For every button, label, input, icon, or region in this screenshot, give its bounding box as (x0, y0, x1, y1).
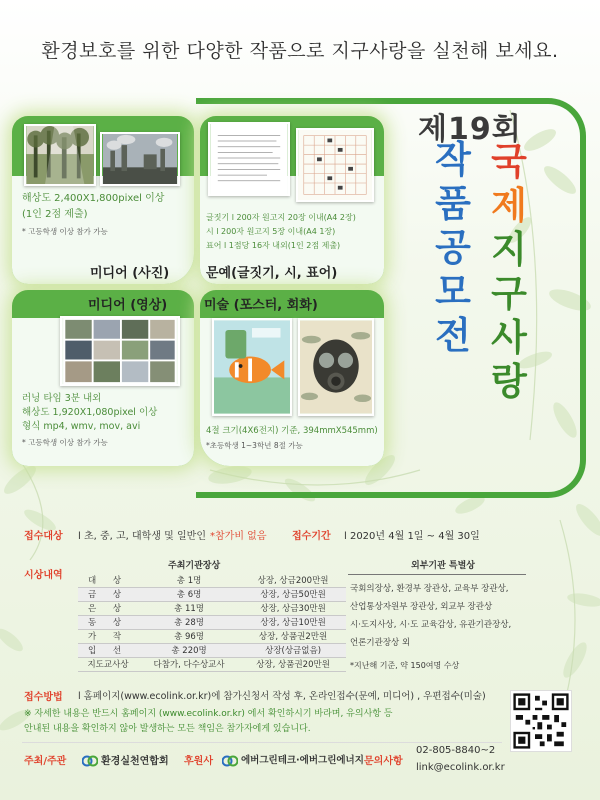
award-count: 총 11명 (138, 601, 240, 615)
title-char: 국 (491, 140, 527, 183)
gasmask-painting (298, 318, 374, 416)
award-name: 은 상 (78, 601, 138, 615)
edition-title: 제19회 (418, 112, 522, 147)
table-row (78, 615, 346, 629)
award-prize: 상장, 상금200만원 (240, 573, 346, 587)
host-name: 환경실천연합회 (101, 756, 169, 767)
title-char: 전 (435, 314, 471, 357)
table-row (78, 587, 346, 601)
video-resolution: 해상도 1,920X1,080pixel 이상 (22, 407, 158, 418)
award-name: 동 상 (78, 615, 138, 629)
essay-sheet (208, 122, 290, 196)
method-text: l 홈페이지(www.ecolink.or.kr)에 참가신청서 작성 후, 온라인접수(문예, 미디어) , 우편접수(미술) (78, 691, 486, 702)
notice-line: 안내된 내용을 확인하지 않아 발생하는 모든 책임은 참가자에게 있습니다. (24, 724, 311, 734)
contact-email[interactable]: link@ecolink.or.kr (416, 762, 505, 773)
card-video-label: 미디어 (영상) (88, 298, 168, 313)
awards-label: 시상내역 (24, 570, 63, 581)
title-char: 모 (435, 270, 471, 313)
sponsor-logo-icon (222, 755, 238, 767)
eligibility-text: l 초, 중, 고, 대학생 및 일반인 (78, 531, 206, 542)
award-prize: 상장, 상금50만원 (240, 587, 346, 601)
poem-rule: 시 l 200자 원고지 5장 이내(A4 1장) (206, 227, 336, 236)
table-row (78, 573, 346, 587)
table-row (78, 643, 346, 657)
sponsor-org (222, 752, 364, 767)
card-art-label: 미술 (포스터, 회화) (204, 298, 318, 313)
award-name: 대 상 (78, 573, 138, 587)
photo-note: * 고등학생 이상 참가 가능 (22, 227, 108, 236)
award-count: 총 28명 (138, 615, 240, 629)
awards-table (78, 573, 346, 672)
table-row (78, 657, 346, 671)
host-label: 주최/주관 (24, 756, 67, 767)
notice-line: ※ 자세한 내용은 반드시 홈페이지 (www.ecolink.or.kr) 에서 확인하시기 바라며, 유의사항 등 (24, 709, 393, 719)
headline: 환경보호를 위한 다양한 작품으로 지구사랑을 실천해 보세요. (41, 40, 559, 62)
award-prize: 상장, 상품권20만원 (240, 657, 346, 671)
host-logo-icon (82, 755, 98, 767)
award-prize: 상장, 상금30만원 (240, 601, 346, 615)
title-char: 작 (435, 138, 471, 181)
title-char: 지 (491, 228, 527, 271)
table-row (78, 601, 346, 615)
award-count: 다참가, 다수상교사 (138, 657, 240, 671)
video-note: * 고등학생 이상 참가 가능 (22, 438, 108, 447)
award-name: 금 상 (78, 587, 138, 601)
free-entry-note: *참가비 없음 (210, 531, 267, 542)
video-thumbnails (60, 316, 180, 386)
video-runtime: 러닝 타임 3분 내외 (22, 393, 102, 404)
table-row (78, 629, 346, 643)
card-literature-label: 문예(글짓기, 시, 표어) (206, 266, 338, 281)
award-name: 가 작 (78, 629, 138, 643)
award-count: 총 96명 (138, 629, 240, 643)
award-count: 총 1명 (138, 573, 240, 587)
forest-photo (24, 124, 96, 186)
title-column-right (486, 140, 532, 404)
title-char: 품 (435, 182, 471, 225)
photo-count: (1인 2점 제출) (22, 209, 88, 220)
title-char: 구 (491, 272, 527, 315)
qr-code[interactable] (510, 690, 572, 752)
essay-rule: 글짓기 l 200자 원고지 20장 이내(A4 2장) (206, 213, 356, 222)
external-award-line: 국회의장상, 환경부 장관상, 교육부 장관상, (350, 584, 509, 594)
award-name: 지도교사상 (78, 657, 138, 671)
slogan-rule: 표어 l 1점당 16자 내외(1인 2점 제출) (206, 241, 341, 250)
title-column-left (430, 138, 476, 358)
award-count: 총 6명 (138, 587, 240, 601)
award-prize: 상장(상금없음) (240, 643, 346, 657)
award-count: 총 220명 (138, 643, 240, 657)
award-prize: 상장, 상금10만원 (240, 615, 346, 629)
award-name: 입 선 (78, 643, 138, 657)
sponsor-label: 후원사 (184, 756, 213, 767)
manuscript-sheet (296, 128, 374, 202)
fish-poster (212, 318, 292, 416)
contact-phone: 02-805-8840~2 (416, 745, 496, 756)
external-award-line: 언론기관장상 외 (350, 638, 411, 648)
internal-awards-header: 주최기관장상 (168, 561, 221, 571)
title-char: 공 (435, 226, 471, 269)
external-awards-header: 외부기관 특별상 (411, 561, 475, 571)
external-award-note: *지난해 기준, 약 150여명 수상 (350, 661, 460, 670)
host-org (82, 752, 169, 767)
eligibility-label: 접수대상 (24, 531, 63, 542)
award-prize: 상장, 상품권2만원 (240, 629, 346, 643)
external-award-line: 시·도지사상, 시·도 교육감상, 유관기관장상, (350, 620, 512, 630)
external-award-line: 산업통상자원부 장관상, 외교부 장관상 (350, 602, 493, 612)
art-size: 4절 크기(4X6전지) 기준, 394mmX545mm) (206, 426, 378, 436)
period-label: 접수기간 (292, 531, 331, 542)
method-label: 접수방법 (24, 692, 63, 703)
footer-divider (22, 742, 502, 743)
card-photo-label: 미디어 (사진) (90, 266, 170, 281)
photo-resolution: 해상도 2,400X1,800pixel 이상 (22, 193, 165, 204)
title-char: 랑 (491, 360, 527, 403)
title-char: 제 (491, 184, 527, 227)
period-text: l 2020년 4월 1일 ~ 4월 30일 (344, 531, 480, 542)
factory-photo (100, 132, 180, 186)
sponsor-name: 에버그린테크·에버그린에너지 (241, 755, 364, 766)
video-format: 형식 mp4, wmv, mov, avi (22, 421, 141, 432)
art-note: *초등학생 1~3학년 8절 가능 (206, 441, 303, 450)
title-char: 사 (491, 316, 527, 359)
contact-label: 문의사항 (364, 756, 403, 767)
